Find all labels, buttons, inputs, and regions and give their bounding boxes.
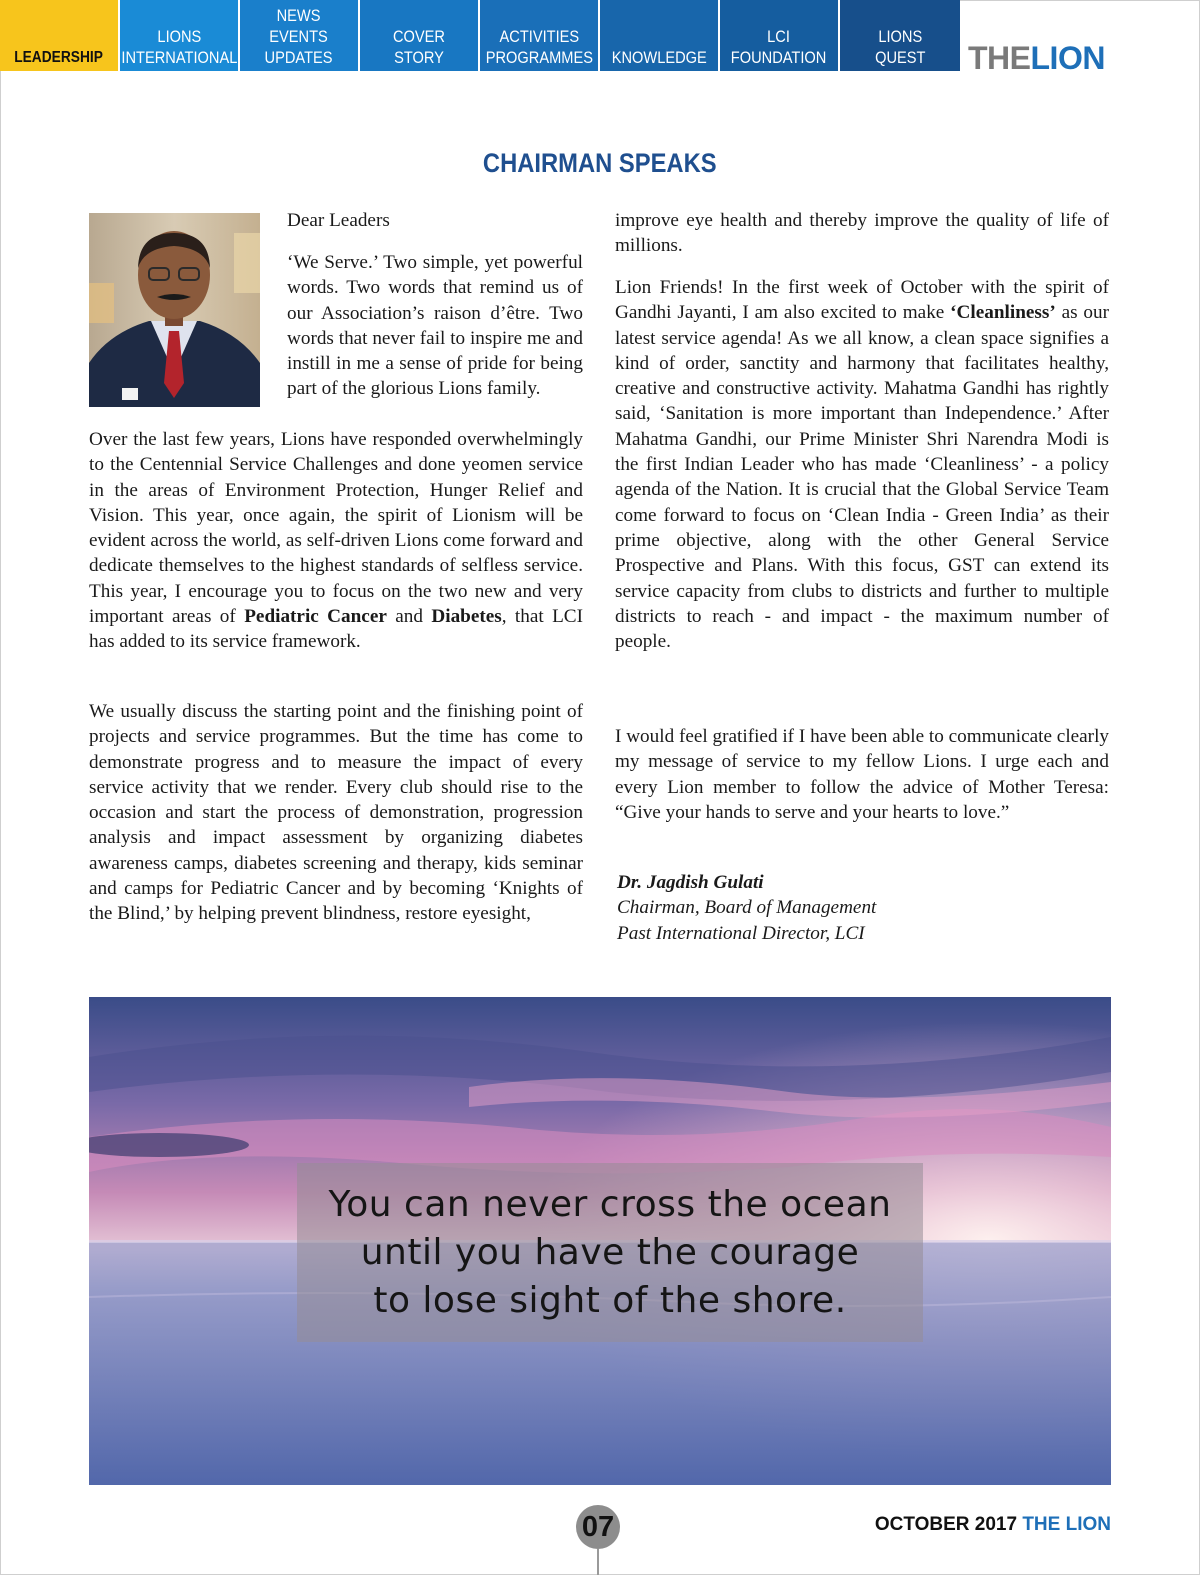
page-number-divider bbox=[597, 1549, 599, 1575]
tab-lions-quest[interactable]: LIONS QUEST bbox=[840, 0, 960, 71]
section-nav bbox=[0, 0, 965, 71]
quote-overlay bbox=[297, 1163, 923, 1342]
paragraph-intro: ‘We Serve.’ Two simple, yet powerful words. Two words that remind us of our Association’s raison d’être. Two words that never fail to inspire me and instill in me a sense of pride for being part of the glorious Lions family. bbox=[287, 252, 583, 400]
tab-news-events-updates[interactable]: NEWS EVENTS UPDATES bbox=[240, 0, 360, 71]
paragraph-cleanliness: Lion Friends! In the first week of October with the spirit of Gandhi Jayanti, I am also excited to make ‘Cleanliness’ as our latest service agenda! As we all know, a clean space signifies a kind of order, sanctity and harmony that facilitates healthy, creative and constructive activity. Mahatma Gandhi has rightly said, ‘Sanitation is more important than Independence.’ After Mahatma Gandhi, our Prime Minister Shri Narendra Modi is the first Indian Leader who has made ‘Cleanliness’ - a policy agenda of the Nation. It is crucial that the Global Service Team come forward to focus on ‘Clean India - Green India’ as their prime objective, along with the other General Service Prospective and Plans. With this focus, GST can extend its service capacity from clubs to districts and further to multiple districts to reach - and impact - the maximum number of people. bbox=[615, 277, 1109, 653]
tab-cover-story[interactable]: COVER STORY bbox=[360, 0, 480, 71]
signature-role-chairman: Chairman, Board of Management bbox=[617, 897, 877, 919]
paragraph-closing: I would feel gratified if I have been able to communicate clearly my message of service to my fellow Lions. I urge each and every Lion member to follow the advice of Mother Teresa: “Give your hands to serve and your hearts to love.” bbox=[615, 726, 1109, 823]
magazine-logo: THELION bbox=[968, 40, 1105, 76]
tab-leadership[interactable]: LEADERSHIP bbox=[0, 0, 120, 71]
page-title: CHAIRMAN SPEAKS bbox=[483, 148, 717, 178]
tab-knowledge[interactable]: KNOWLEDGE bbox=[600, 0, 720, 71]
paragraph-service-focus: Over the last few years, Lions have responded overwhelmingly to the Centennial Service Challenges and done yeomen service in the areas of Environment Protection, Hunger Relief and Vision. This year, once again, the spirit of Lionism will be evident across the world, as self-driven Lions come forward and dedicate themselves to the highest standards of selfless service. This year, I encourage you to focus on the two new and very important areas of Pediatric Cancer and Diabetes, that LCI has added to its service framework. bbox=[89, 429, 583, 653]
highlight-pediatric-cancer: Pediatric Cancer bbox=[244, 606, 387, 628]
issue-footer: OCTOBER 2017 THE LION bbox=[874, 1514, 1111, 1535]
highlight-diabetes: Diabetes bbox=[431, 606, 502, 628]
signature-block bbox=[617, 870, 1111, 946]
page-number: 07 bbox=[576, 1505, 620, 1549]
tab-lci-foundation[interactable]: LCI FOUNDATION bbox=[720, 0, 840, 71]
tab-lions-international[interactable]: LIONS INTERNATIONAL bbox=[120, 0, 240, 71]
paragraph-impact-continued: improve eye health and thereby improve the quality of life of millions. bbox=[615, 210, 1109, 257]
quote-text: You can never cross the ocean until you have the courage to lose sight of the shore. bbox=[328, 1183, 892, 1321]
author-portrait bbox=[89, 213, 260, 407]
quote-image bbox=[89, 997, 1111, 1485]
tab-activities-programmes[interactable]: ACTIVITIES PROGRAMMES bbox=[480, 0, 600, 71]
signature-role-director: Past International Director, LCI bbox=[617, 922, 865, 944]
paragraph-impact: We usually discuss the starting point and the finishing point of projects and service programmes. But the time has come to demonstrate progress and to measure the impact of every service activity that we render. Every club should rise to the occasion and start the process of demonstration, progression analysis and impact assessment by organizing diabetes awareness camps, diabetes screening and therapy, kids seminar and camps for Pediatric Cancer and by becoming ‘Knights of the Blind,’ by helping prevent blindness, restore eyesight, bbox=[89, 701, 583, 925]
highlight-cleanliness: ‘Cleanliness’ bbox=[950, 302, 1056, 324]
salutation: Dear Leaders bbox=[287, 210, 390, 231]
signature-name: Dr. Jagdish Gulati bbox=[617, 872, 764, 893]
